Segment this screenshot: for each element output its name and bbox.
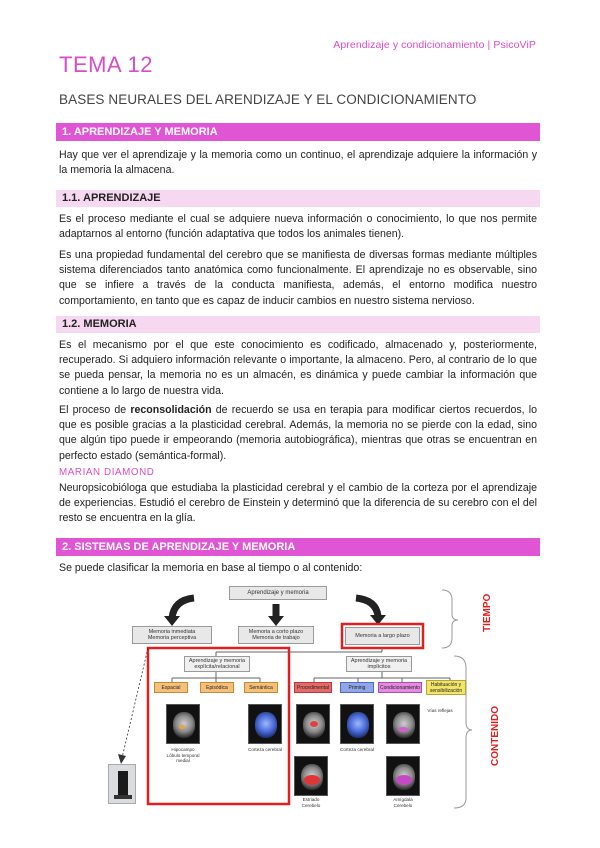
arrow-left-head: [164, 616, 180, 626]
scan-amigdala: [386, 756, 420, 796]
tag-procedimental: Procedimental: [294, 682, 332, 693]
label-contenido: CONTENIDO: [490, 706, 501, 766]
memory-systems-diagram: [104, 580, 504, 810]
memoria-paragraph-2: [59, 403, 537, 464]
section-heading-1: 1. APRENDIZAJE Y MEMORIA: [56, 123, 540, 141]
tag-espacial: Espacial: [154, 682, 188, 693]
caption-vias-reflejas: Vías reflejas: [427, 708, 453, 713]
scan-hipocampo: [166, 704, 200, 744]
label-tiempo: TIEMPO: [482, 593, 493, 632]
reconsolidacion-after: de recuerdo se usa en terapia para modificar ciertos recuerdos, lo que es posible gracias a la plasticidad cerebral. Además, la memoria no se pierde con la edad, sino que algún tipo puede ir empeorando (memoria autobiográfica), mientras que otras se encuentran en perfecto estado (semántica-formal).: [59, 404, 537, 462]
section2-intro: Se puede clasificar la memoria en base al tiempo o al contenido:: [59, 562, 363, 574]
tag-condicionamiento: Condicionamiento: [378, 682, 422, 693]
arrow-middle-head: [268, 616, 284, 626]
box-memoria-largo-plazo: Memoria a largo plazo: [345, 627, 420, 645]
running-header: Aprendizaje y condicionamiento | PsicoViP: [333, 39, 536, 51]
page-subtitle: BASES NEURALES DEL ARENDIZAJE Y EL CONDICIONAMIENTO: [59, 92, 477, 107]
brace-contenido: [454, 656, 472, 808]
scan-semantica: [248, 704, 282, 744]
subsection-heading-1-2: 1.2. MEMORIA: [56, 316, 540, 333]
tag-priming: Priming: [340, 682, 374, 693]
device-image: [108, 764, 136, 804]
reconsolidacion-before: El proceso de: [59, 404, 131, 416]
caption-estriado: Estriado Cerebelo: [301, 797, 321, 808]
box-memoria-inmediata: Memoria inmediata Memoria perceptiva: [132, 626, 212, 644]
scan-procedimental: [296, 704, 330, 744]
section1-intro: Hay que ver el aprendizaje y la memoria como un continuo, el aprendizaje adquiere la información y la memoria la almacena.: [59, 149, 537, 177]
brace-tiempo: [442, 590, 458, 648]
arrow-right: [356, 598, 378, 616]
caption-corteza-2: Corteza cerebral: [340, 747, 374, 752]
box-memoria-corto-plazo: Memoria a corto plazo Memoria de trabajo: [238, 626, 314, 644]
tag-episodica: Episódica: [200, 682, 234, 693]
scan-priming: [340, 704, 374, 744]
scan-condicionamiento: [386, 704, 420, 744]
page-title: TEMA 12: [59, 52, 153, 77]
arrow-left: [172, 598, 194, 618]
reconsolidacion-term: reconsolidación: [130, 404, 212, 416]
box-explicita: Aprendizaje y memoria explícita/relacional: [184, 656, 250, 672]
marian-diamond-paragraph: Neuropsicobióloga que estudiaba la plasticidad cerebral y el cambio de la corteza por el aprendizaje de experiencias. Estudió el cerebro de Einstein y determinó que la diferencia de su cerebro con el del resto se encuentra en la glía.: [59, 482, 537, 525]
scan-estriado: [294, 756, 328, 796]
tag-semantica: Semántica: [244, 682, 278, 693]
box-aprendizaje-memoria: Aprendizaje y memoria: [229, 586, 327, 600]
caption-hipocampo: Hipocampo Lóbulo temporal medial: [166, 747, 200, 763]
memoria-paragraph-1: Es el mecanismo por el que este conocimiento es codificado, almacenado y, posteriormente, recuperado. Si adquiero información relevante o importante, la almaceno. Pero, al contrario de lo que se pueda pensar, la memoria no es un almacén, es dinámica y puede cambiar la información que contiene a lo largo de nuestra vida.: [59, 339, 537, 397]
caption-corteza-1: Corteza cerebral: [248, 747, 282, 752]
aprendizaje-paragraph-2: Es una propiedad fundamental del cerebro que se manifiesta de diversas formas mediante múltiples sistema diferenciados tanto anatómica como funcionalmente. El aprendizaje no es observable, sino que se infiere a través de la conducta manifiesta, además, el entorno modifica nuestro comportamiento, en tanto que es capaz de inducir cambios en nuestro sistema nervioso.: [59, 249, 537, 307]
section-heading-2: 2. SISTEMAS DE APRENDIZAJE Y MEMORIA: [56, 538, 540, 556]
aprendizaje-paragraph-1: Es el proceso mediante el cual se adquiere nueva información o conocimiento, lo que nos permite adaptarnos al entorno (función adaptativa que todos los animales tienen).: [59, 213, 537, 241]
subsection-heading-1-1: 1.1. APRENDIZAJE: [56, 190, 540, 207]
marian-diamond-label: MARIAN DIAMOND: [59, 467, 155, 478]
tag-habituacion: Habituación y sensibilización: [426, 680, 466, 695]
caption-amigdala: Amígdala Cerebelo: [393, 797, 413, 808]
box-implicita: Aprendizaje y memoria implícitos: [346, 656, 412, 672]
